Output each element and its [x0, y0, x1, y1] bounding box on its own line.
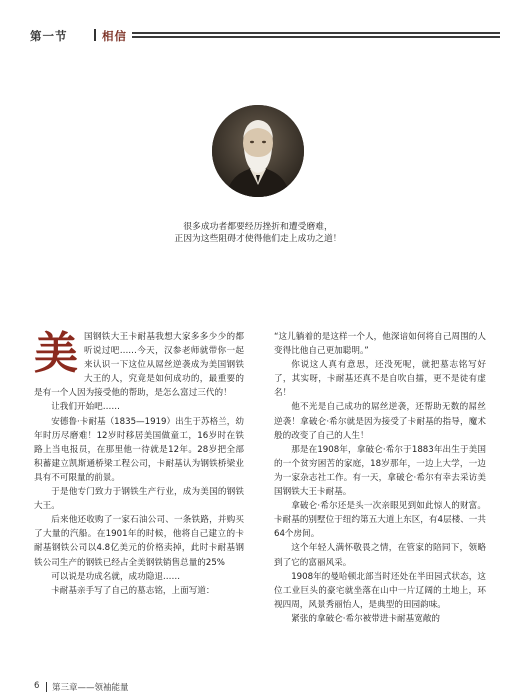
caption-line-1: 很多成功者都要经历挫折和遭受磨难， — [183, 222, 333, 232]
paragraph: 后来他还收购了一家石油公司、一条铁路，并购买了大量的汽船。在1901年的时候，他将自己建立的卡耐基钢铁公司以4.8亿美元的价格卖掉，此时卡耐基钢铁公司生产的钢铁已经占全美钢铁销售总量的25% — [34, 515, 244, 568]
right-column — [274, 330, 486, 626]
paragraph: 拿破仑·希尔还是头一次亲眼见到如此惊人的财富。卡耐基的别墅位于纽约第五大道上东区，有4层楼、一共64个房间。 — [274, 501, 486, 540]
paragraph: 安德鲁·卡耐基（1835—1919）出生于苏格兰，幼年时历尽磨难！12岁时移居美国做童工，16岁时在铁路上当电报员，在那里他一待就是12年。28岁把全部积蓄建立凯斯通桥梁工程公司，卡耐基认为钢铁桥梁业具有不可限量的前景。 — [34, 416, 244, 483]
header-rule-bottom — [132, 36, 500, 38]
paragraph: 卡耐基亲手写了自己的墓志铭，上面写道： — [51, 585, 215, 596]
portrait-photo — [212, 105, 304, 197]
paragraph: 这个年轻人满怀敬畏之情，在管家的陪同下，领略到了它的富丽风采。 — [274, 543, 486, 568]
paragraph — [34, 330, 244, 400]
left-column — [34, 330, 244, 598]
section-label: 第一节 — [30, 29, 68, 43]
paragraph: 于是他专门致力于钢铁生产行业，成为美国的钢铁大王。 — [34, 487, 244, 512]
footer-divider — [46, 682, 47, 692]
paragraph: 你说这人真有意思，还没死呢，就把墓志铭写好了，其实呀，卡耐基还真不是自吹自擂，更不是徒有虚名！ — [274, 360, 486, 399]
quote-paragraph: “这儿躺着的是这样一个人，他深谙如何将自己周围的人变得比他自己更加聪明。” — [274, 332, 486, 357]
paragraph: 1908年的曼哈顿北部当时还处在半田园式状态，这位工业巨头的豪宅就坐落在山中一片辽阔的土地上，环视四周，风景秀丽怡人，是典型的田园韵味。 — [274, 571, 486, 610]
paragraph: 那是在1908年，拿破仑·希尔于1883年出生于美国的一个贫穷困苦的家庭，18岁那年，一边上大学，一边为一家杂志社工作。有一天，拿破仑·希尔有幸去采访美国钢铁大王卡耐基。 — [274, 444, 486, 498]
header-rule-top — [132, 32, 500, 34]
caption-line-2: 正因为这些阻碍才使得他们走上成功之道！ — [174, 234, 342, 244]
paragraph: 他不光是自己成功的屌丝逆袭，还帮助无数的屌丝逆袭！拿破仑·希尔就是因为接受了卡耐基的指导，魔术般的改变了自己的人生！ — [274, 402, 486, 441]
drop-cap: 美 — [34, 328, 78, 379]
header-divider — [94, 29, 96, 41]
photo-caption — [80, 221, 436, 245]
section-subtitle: 相信 — [102, 29, 127, 43]
paragraph: 可以说是功成名就，成功隐退…… — [51, 571, 181, 582]
paragraph-text: 国钢铁大王卡耐基我想大家多多少少的都听说过吧……今天，汉参老师就带你一起来认识一下这位从屌丝逆袭成为美国钢铁大王的人，究竟是如何成功的，最重要的是有一个人因为接受他的帮助，是怎么富过三代的！ — [34, 332, 244, 399]
page-number: 6 — [34, 681, 40, 691]
chapter-title: 第三章——领袖能量 — [52, 683, 129, 693]
page-header — [24, 26, 500, 46]
paragraph: 紧张的拿破仑·希尔被带进卡耐基宽敞的 — [291, 613, 441, 624]
paragraph: 让我们开始吧…… — [51, 402, 120, 413]
